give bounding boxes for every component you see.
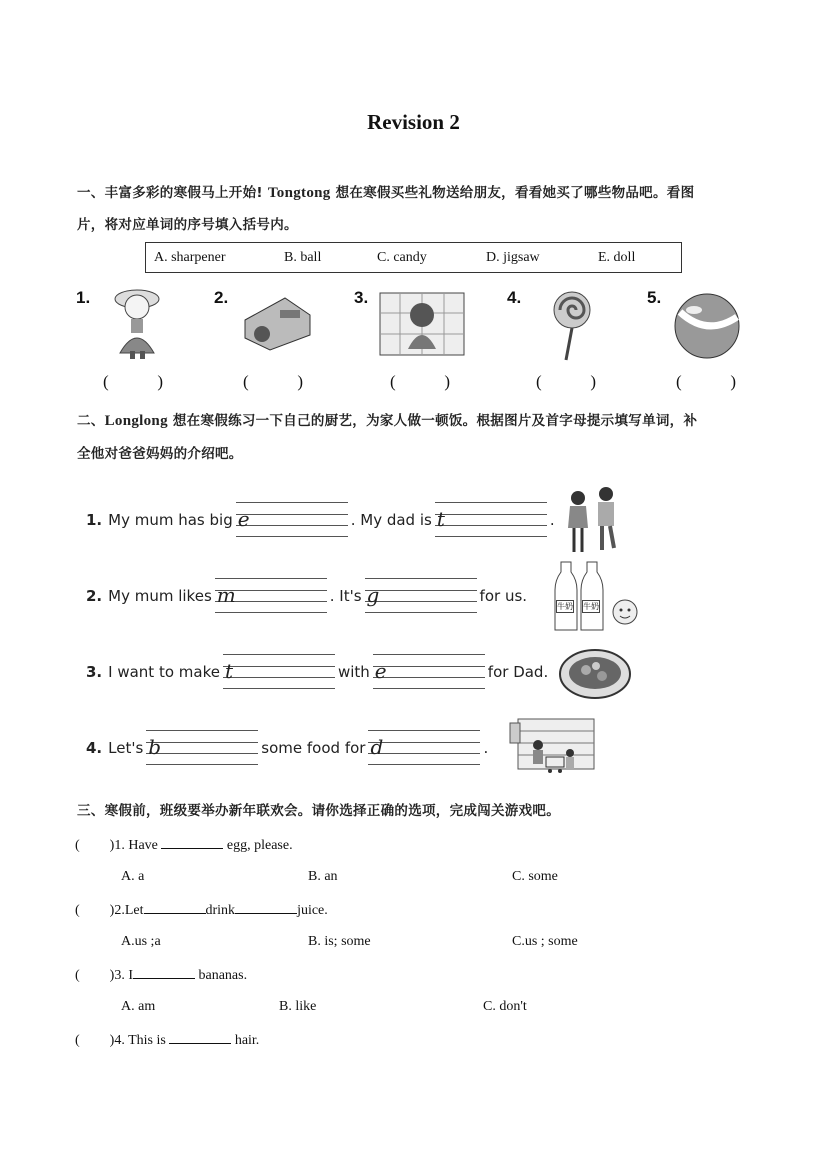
parents-illustration: [564, 486, 624, 556]
sentence-text: . My dad is: [350, 511, 432, 529]
answer-bracket[interactable]: [676, 372, 736, 392]
jigsaw-icon: [378, 291, 466, 357]
sharpener-icon: [240, 290, 315, 355]
sentence-text: some food for: [261, 739, 366, 757]
answer-bracket[interactable]: [536, 372, 596, 392]
paren: ): [297, 372, 303, 391]
word-option: D. jigsaw: [486, 250, 540, 265]
item-number: 2.: [214, 288, 229, 307]
fill-blank[interactable]: [133, 966, 195, 979]
answer-bracket[interactable]: [390, 372, 450, 392]
word-option: E. doll: [598, 250, 636, 265]
paren: ): [157, 372, 163, 391]
sentence-text: for Dad.: [487, 663, 549, 681]
hint-letter: g: [366, 583, 380, 607]
doll-icon: [100, 283, 175, 363]
option[interactable]: B. like: [279, 999, 317, 1014]
milk-bottle-icon: [553, 558, 643, 634]
section3-instruction: 三、寒假前，班级要举办新年联欢会。请你选择正确的选项，完成闯关游戏吧。: [77, 803, 560, 819]
section1-instruction-line2: 片，将对应单词的序号填入括号内。: [77, 217, 298, 233]
milk-illustration: [553, 558, 643, 634]
question-3: [75, 966, 247, 984]
sentence-text: Let's: [108, 739, 144, 757]
item-number: 3.: [354, 288, 369, 307]
option[interactable]: C.us ; some: [512, 934, 578, 949]
question-text: )4. This is: [109, 1033, 166, 1048]
sentence-text: for us.: [479, 587, 528, 605]
name: Longlong: [104, 413, 168, 429]
writing-blank[interactable]: [223, 654, 335, 690]
paren: (: [390, 372, 396, 391]
item-number: 4.: [507, 288, 522, 307]
question-text: drink: [205, 903, 236, 918]
option[interactable]: C. don't: [483, 999, 527, 1014]
paren: (: [676, 372, 682, 391]
text: 一、丰富多彩的寒假马上开始!: [77, 185, 268, 201]
paren: (: [75, 1033, 80, 1048]
food-plate-illustration: [558, 648, 632, 700]
option[interactable]: B. an: [308, 869, 338, 884]
paren: ): [730, 372, 736, 391]
option[interactable]: A.us ;a: [121, 934, 161, 949]
option[interactable]: B. is; some: [308, 934, 371, 949]
fill-blank[interactable]: [144, 901, 206, 914]
writing-blank[interactable]: [215, 578, 327, 614]
sentence-text: .: [549, 511, 555, 529]
hint-letter: t: [224, 659, 234, 683]
question-text: hair.: [234, 1033, 260, 1048]
ball-icon: [672, 292, 742, 360]
question-text: )1. Have: [109, 838, 158, 853]
writing-blank[interactable]: [146, 730, 258, 766]
sentence-text: My mum likes: [108, 587, 212, 605]
name: Tongtong: [267, 185, 331, 201]
writing-blank[interactable]: [236, 502, 348, 538]
option[interactable]: C. some: [512, 869, 558, 884]
hint-letter: m: [216, 583, 236, 607]
section2-instruction-line1: [77, 409, 697, 430]
word-option: A. sharpener: [154, 250, 226, 265]
paren: (: [75, 838, 80, 853]
sentence-text: . It's: [329, 587, 362, 605]
sentence-4: [86, 730, 488, 766]
writing-blank[interactable]: [373, 654, 485, 690]
sentence-number: 4.: [86, 739, 103, 757]
question-text: bananas.: [198, 968, 248, 983]
sentence-3: [86, 654, 548, 690]
writing-blank[interactable]: [368, 730, 480, 766]
question-text: )3. I: [109, 968, 133, 983]
hint-letter: e: [374, 659, 387, 683]
writing-blank[interactable]: [435, 502, 547, 538]
paren: (: [75, 968, 80, 983]
sentence-number: 1.: [86, 511, 103, 529]
sentence-text: .: [483, 739, 489, 757]
answer-bracket[interactable]: [243, 372, 303, 392]
page-title: Revision 2: [367, 110, 460, 134]
section1-instruction-line1: [77, 181, 694, 202]
sentence-text: My mum has big: [108, 511, 233, 529]
milk-label: 牛奶: [583, 602, 599, 611]
fill-blank[interactable]: [235, 901, 297, 914]
supermarket-illustration: [508, 717, 596, 777]
paren: (: [103, 372, 109, 391]
question-4: [75, 1031, 259, 1049]
sentence-text: I want to make: [108, 663, 220, 681]
text: 想在寒假买些礼物送给朋友，看看她买了哪些物品吧。看图: [330, 185, 695, 201]
word-bank: [145, 242, 682, 273]
fill-blank[interactable]: [161, 836, 223, 849]
sentence-number: 2.: [86, 587, 103, 605]
item-number: 1.: [76, 288, 91, 307]
paren: (: [536, 372, 542, 391]
paren: ): [590, 372, 596, 391]
question-text: juice.: [297, 903, 328, 918]
sentence-1: [86, 502, 555, 538]
writing-blank[interactable]: [365, 578, 477, 614]
text: 想在寒假练习一下自己的厨艺，为家人做一顿饭。根据图片及首字母提示填写单词，补: [167, 413, 698, 429]
hint-letter: t: [436, 507, 445, 531]
paren: (: [75, 903, 80, 918]
section2-instruction-line2: 全他对爸爸妈妈的介绍吧。: [77, 446, 243, 462]
milk-label: 牛奶: [557, 602, 573, 611]
paren: ): [444, 372, 450, 391]
hint-letter: b: [148, 735, 162, 759]
question-text: egg, please.: [226, 838, 293, 853]
question-1: [75, 836, 293, 854]
option[interactable]: A. a: [121, 869, 145, 884]
option[interactable]: A. am: [121, 999, 156, 1014]
word-option: B. ball: [284, 250, 322, 265]
answer-bracket[interactable]: [103, 372, 163, 392]
text: 二、: [77, 413, 105, 429]
sentence-text: with: [337, 663, 370, 681]
word-option: C. candy: [377, 250, 427, 265]
lollipop-icon: [550, 290, 595, 362]
hint-letter: e: [237, 507, 250, 531]
sentence-number: 3.: [86, 663, 103, 681]
hint-letter: d: [370, 735, 384, 759]
fill-blank[interactable]: [169, 1031, 231, 1044]
question-2: [75, 901, 328, 919]
paren: (: [243, 372, 249, 391]
item-number: 5.: [647, 288, 662, 307]
sentence-2: [86, 578, 527, 614]
question-text: )2.Let: [109, 903, 144, 918]
